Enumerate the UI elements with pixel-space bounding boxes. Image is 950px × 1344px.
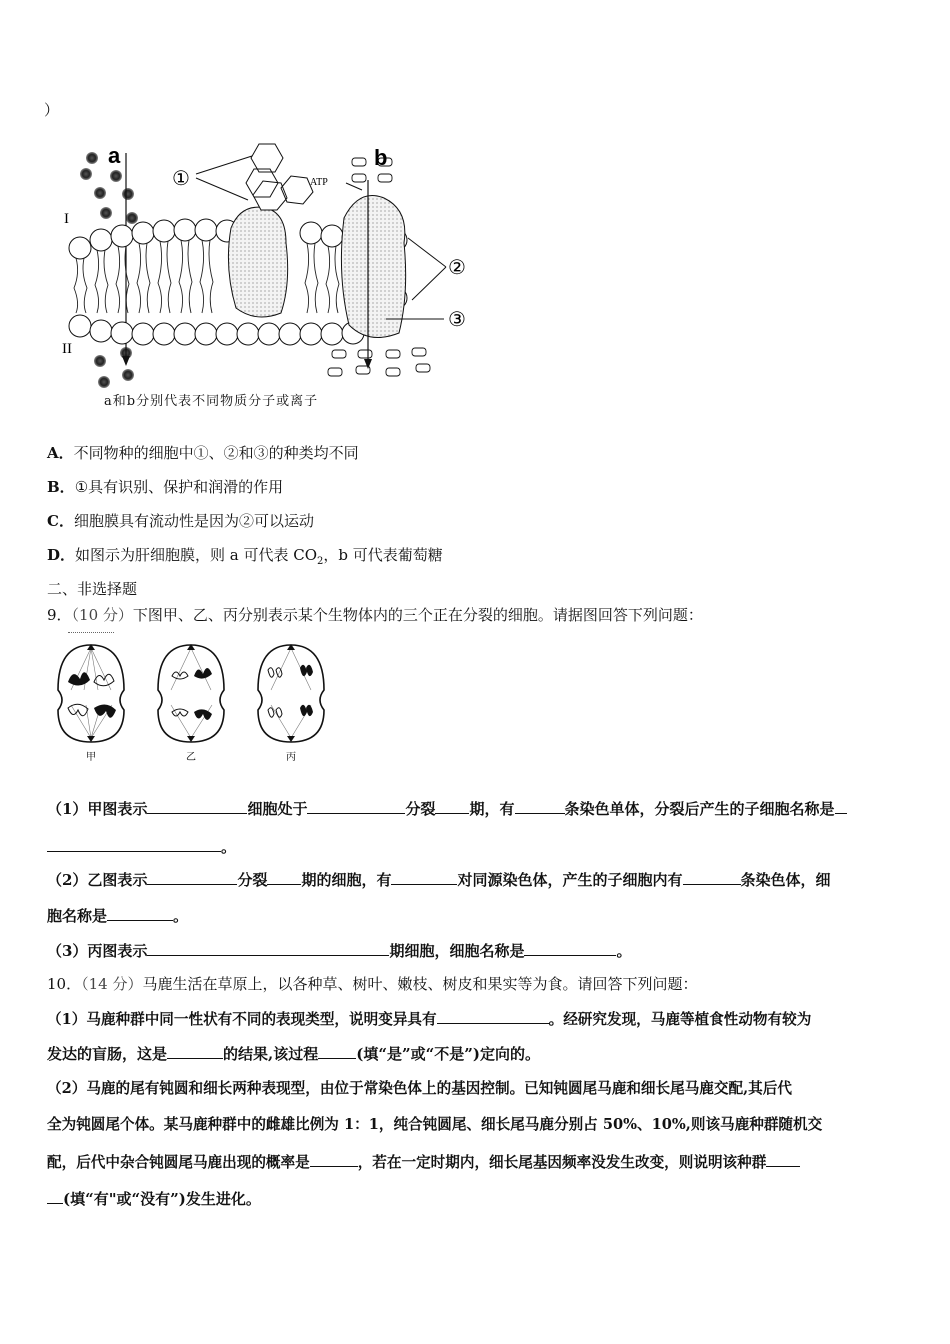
option-b-letter: B． (47, 478, 75, 496)
q9-p2-f: 胞名称是 (47, 907, 108, 925)
blank[interactable] (147, 869, 237, 885)
blank[interactable] (391, 869, 457, 885)
q9-p2-a: （2）乙图表示 (47, 871, 148, 889)
blank[interactable] (47, 836, 221, 852)
cell-label-bing: 丙 (286, 752, 296, 763)
marker-2: ② (448, 255, 466, 279)
marker-1: ① (172, 166, 190, 190)
q9-part3 (47, 940, 631, 961)
option-d-text-post: ，b 可代表葡萄糖 (323, 546, 443, 564)
q9-p1-c: 分裂 (405, 800, 436, 818)
q10-p2-l4a: (填“有"或“没有”)发生进化。 (63, 1190, 261, 1208)
label-II: II (62, 341, 72, 357)
label-b: b (374, 145, 388, 170)
q9-part2-line2 (47, 905, 188, 926)
figure-caption: a和b分别代表不同物质分子或离子 (104, 394, 319, 409)
q9-p1-f: 。 (221, 838, 237, 856)
label-atp: ATP (310, 177, 328, 188)
blank[interactable] (47, 1188, 63, 1204)
top-paren: ） (44, 101, 60, 119)
q10-p1-a: （1）马鹿种群中同一性状有不同的表现类型，说明变异具有 (47, 1011, 437, 1028)
option-c-text: 细胞膜具有流动性是因为②可以运动 (73, 512, 314, 530)
blank[interactable] (766, 1151, 800, 1167)
blank[interactable] (435, 798, 469, 814)
marker-3: ③ (448, 307, 466, 331)
blank[interactable] (524, 940, 616, 956)
blank[interactable] (147, 798, 247, 814)
blank[interactable] (310, 1151, 358, 1167)
q9-p2-e: 条染色体，细 (740, 871, 831, 889)
option-c (47, 511, 314, 531)
q9-p1-b: 细胞处于 (247, 800, 308, 818)
option-b-text: ①具有识别、保护和润滑的作用 (74, 478, 284, 496)
q9-p3-b: 期细胞，细胞名称是 (389, 942, 525, 960)
option-d-text-pre: 如图示为肝细胞膜，则 a 可代表 CO (75, 546, 318, 564)
blank[interactable] (318, 1043, 356, 1059)
q10-part2-line2: 全为钝圆尾个体。某马鹿种群中的雌雄比例为 1：1，纯合钝圆尾、细长尾马鹿分别占 50%、10%,则该马鹿种群随机交 (47, 1116, 823, 1133)
q10-part2-line4 (47, 1188, 261, 1209)
q9-part2-line1 (47, 869, 831, 890)
q9-p3-c: 。 (616, 942, 632, 960)
blank[interactable] (267, 869, 301, 885)
q10-p1-e: (填“是”或“不是”)定向的。 (356, 1045, 540, 1063)
membrane-diagram (56, 138, 486, 418)
q9-p2-c: 期的细胞，有 (301, 871, 392, 889)
option-d-sub: 2 (317, 556, 324, 567)
label-a: a (108, 143, 121, 168)
blank[interactable] (515, 798, 565, 814)
molecule-a-inside (94, 347, 134, 388)
cell-bing (258, 644, 324, 742)
q10-p1-c: 发达的盲肠，这是 (47, 1045, 168, 1063)
q10-part2-line3 (47, 1151, 800, 1173)
blank[interactable] (437, 1008, 549, 1024)
membrane-figure (56, 138, 486, 418)
q10-p1-b: 。经研究发现，马鹿等植食性动物有较为 (548, 1011, 812, 1028)
option-a-letter: A． (47, 444, 74, 462)
q10-part2-line1: （2）马鹿的尾有钝圆和细长两种表现型，由位于常染色体上的基因控制。已知钝圆尾马鹿和细长尾马鹿交配,其后代 (47, 1080, 792, 1097)
blank[interactable] (167, 1043, 223, 1059)
q10-stem (47, 974, 697, 994)
protein-transport (341, 196, 405, 338)
blank[interactable] (683, 869, 741, 885)
section2-title: 二、非选择题 (47, 580, 138, 598)
q10-num: 10． (47, 975, 82, 993)
q9-part1-line2 (47, 836, 236, 857)
q9-num: 9． (47, 606, 72, 624)
blank[interactable] (147, 940, 389, 956)
q10-p1-d: 的结果,该过程 (223, 1045, 319, 1063)
cell-label-jia: 甲 (86, 752, 96, 763)
blank[interactable] (307, 798, 405, 814)
q9-p1-a: （1）甲图表示 (47, 800, 148, 818)
q9-p1-d: 期，有 (469, 800, 515, 818)
q9-p2-b: 分裂 (237, 871, 268, 889)
cell-figures (46, 640, 336, 765)
option-d (47, 545, 443, 572)
q10-p2-l3a: 配，后代中杂合钝圆尾马鹿出现的概率是 (47, 1154, 310, 1171)
q9-stem (47, 605, 703, 625)
blank[interactable] (835, 798, 847, 814)
cell-yi (158, 644, 224, 742)
dotted-mark (68, 632, 114, 633)
q9-p2-d: 对同源染色体，产生的子细胞内有 (457, 871, 683, 889)
q9-part1-line1 (47, 798, 847, 819)
option-a (47, 443, 359, 463)
q10-score: （14 分） (81, 975, 143, 993)
cell-label-yi: 乙 (186, 752, 196, 763)
q10-part1-line1 (47, 1008, 811, 1030)
option-c-letter: C． (47, 512, 74, 530)
blank[interactable] (107, 905, 173, 921)
q9-score: （10 分） (71, 606, 133, 624)
option-a-text: 不同物种的细胞中①、②和③的种类均不同 (73, 444, 359, 462)
q9-p2-g: 。 (173, 907, 189, 925)
option-d-letter: D． (47, 546, 76, 564)
q10-p2-l3b: ，若在一定时期内，细长尾基因频率没发生改变，则说明该种群 (357, 1154, 767, 1171)
q9-p1-e: 条染色单体，分裂后产生的子细胞名称是 (564, 800, 835, 818)
q10-stem-text: 马鹿生活在草原上，以各种草、树叶、嫩枝、树皮和果实等为食。请回答下列问题： (142, 975, 698, 993)
q10-part1-line2 (47, 1043, 540, 1064)
cell-figures-svg (46, 640, 336, 765)
label-I: I (64, 211, 69, 227)
q9-p3-a: （3）丙图表示 (47, 942, 148, 960)
cell-jia (58, 644, 124, 742)
option-b (47, 477, 283, 497)
q9-stem-text: 下图甲、乙、丙分别表示某个生物体内的三个正在分裂的细胞。请据图回答下列问题： (132, 606, 703, 624)
